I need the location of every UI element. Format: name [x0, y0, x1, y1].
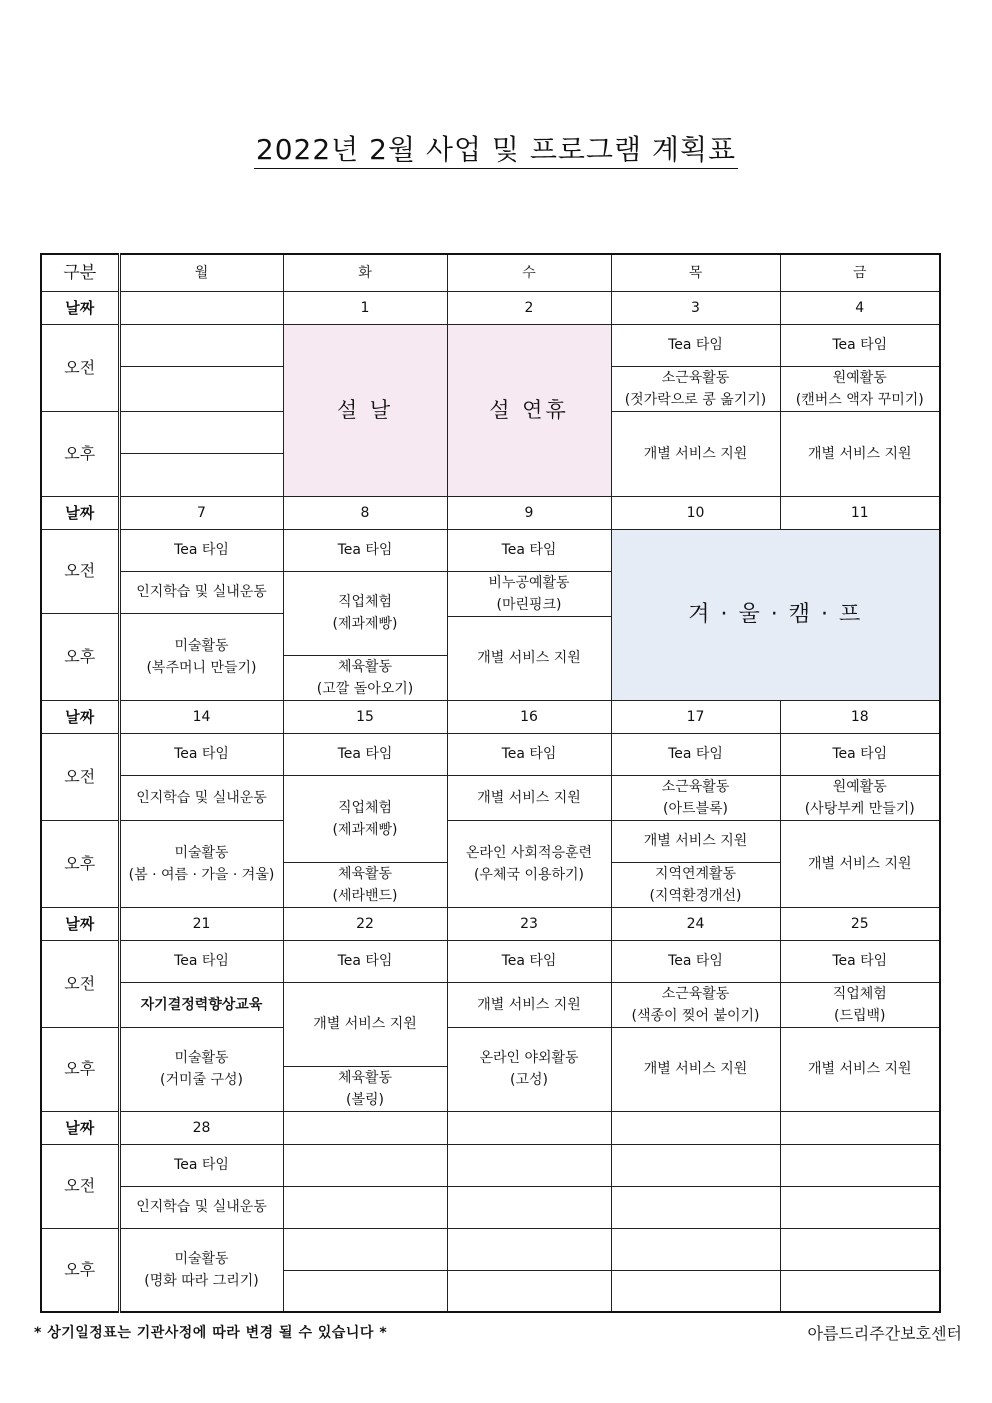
week3-fri-pm: 개별 서비스 지원 [780, 820, 940, 907]
week2-tue-mid-line2: (제과제빵) [332, 616, 398, 632]
week1-thu-am1: Tea 타임 [611, 324, 780, 366]
week5-wed-am2 [447, 1186, 611, 1228]
week5-mon-am2: 인지학습 및 실내운동 [119, 1186, 283, 1228]
week5-fri-pm1 [780, 1228, 940, 1270]
week3-tue-mid-line2: (제과제빵) [332, 821, 398, 838]
week4-thu-am2-line1: 소근육활동 [661, 985, 730, 1002]
week5-thu-pm1 [611, 1228, 780, 1270]
week1-date-wed: 2 [447, 291, 611, 324]
week4-fri-am2-line2: (드립백) [834, 1007, 886, 1024]
week3-date-tue: 15 [283, 700, 447, 733]
pm-label: 오후 [41, 411, 119, 496]
week4-mon-pm [119, 1027, 283, 1111]
week2-tue-mid [283, 571, 447, 655]
week4-pm-row-1 [41, 1027, 940, 1066]
week4-mon-am1: Tea 타임 [119, 940, 283, 982]
week3-thu-am1: Tea 타임 [611, 733, 780, 775]
week3-mon-pm-line1: 미술활동 [174, 844, 229, 861]
week3-thu-pm2 [611, 862, 780, 907]
week2-mon-pm-line2: (복주머니 만들기) [146, 659, 257, 676]
week3-mon-pm-line2: (봄 · 여름 · 가을 · 겨울) [128, 866, 275, 883]
week5-wed-am1 [447, 1144, 611, 1186]
week3-mon-am2: 인지학습 및 실내운동 [119, 775, 283, 820]
week3-thu-pm2-line2: (지역환경개선) [649, 887, 742, 904]
week4-date-thu: 24 [611, 907, 780, 940]
week1-thu-pm: 개별 서비스 지원 [611, 411, 780, 496]
week5-tue-am1 [283, 1144, 447, 1186]
week2-am-row-1 [41, 529, 940, 571]
date-label: 날짜 [41, 1111, 119, 1144]
week3-wed-pm-line1: 온라인 사회적응훈련 [465, 844, 593, 861]
pm-label: 오후 [41, 820, 119, 907]
pm-label: 오후 [41, 1228, 119, 1312]
week3-mon-am1: Tea 타임 [119, 733, 283, 775]
header-day-mon: 월 [119, 254, 283, 291]
am-label: 오전 [41, 324, 119, 411]
week3-tue-mid [283, 775, 447, 862]
week3-tue-pm-line1: 체육활동 [337, 865, 393, 882]
week1-mon-am1 [119, 324, 283, 366]
week5-fri-pm2 [780, 1270, 940, 1312]
week4-mon-pm-line2: (거미줄 구성) [160, 1072, 243, 1088]
week1-mon-pm2 [119, 453, 283, 496]
week4-wed-pm [447, 1027, 611, 1111]
week3-tue-pm-line2: (세라밴드) [332, 887, 398, 904]
week2-mon-am1: Tea 타임 [119, 529, 283, 571]
week5-date-thu [611, 1111, 780, 1144]
week4-tue-pm-line2: (볼링) [346, 1091, 384, 1108]
schedule-table [40, 253, 941, 1313]
week2-winter-camp: 겨 · 울 · 캠 · 프 [611, 529, 940, 700]
header-day-fri: 금 [780, 254, 940, 291]
week4-fri-pm: 개별 서비스 지원 [780, 1027, 940, 1111]
week4-wed-am1: Tea 타임 [447, 940, 611, 982]
week2-date-thu: 10 [611, 496, 780, 529]
week3-date-fri: 18 [780, 700, 940, 733]
week5-date-row [41, 1111, 940, 1144]
week1-fri-am1: Tea 타임 [780, 324, 940, 366]
week5-tue-am2 [283, 1186, 447, 1228]
week1-fri-am2-line2: (캔버스 액자 꾸미기) [795, 391, 924, 408]
week3-wed-am2: 개별 서비스 지원 [447, 775, 611, 820]
week2-wed-am2-line1: 비누공예활동 [488, 574, 570, 591]
week5-fri-am1 [780, 1144, 940, 1186]
week4-date-wed: 23 [447, 907, 611, 940]
week3-mon-pm [119, 820, 283, 907]
week3-thu-pm1: 개별 서비스 지원 [611, 820, 780, 862]
week4-am-row-2 [41, 982, 940, 1027]
week2-date-wed: 9 [447, 496, 611, 529]
week5-am-row-1 [41, 1144, 940, 1186]
week5-am-row-2 [41, 1186, 940, 1228]
week1-thu-am2 [611, 366, 780, 411]
week5-date-mon: 28 [119, 1111, 283, 1144]
week3-pm-row-1 [41, 820, 940, 862]
week2-tue-mid-line1: 직업체험 [337, 594, 393, 610]
week3-wed-pm-line2: (우체국 이용하기) [473, 866, 585, 883]
date-label: 날짜 [41, 496, 119, 529]
week3-date-row [41, 700, 940, 733]
week5-thu-am1 [611, 1144, 780, 1186]
week2-tue-pm-line1: 체육활동 [337, 658, 393, 675]
week1-mon-am2 [119, 366, 283, 411]
week3-date-thu: 17 [611, 700, 780, 733]
am-label: 오전 [41, 1144, 119, 1228]
week1-date-mon [119, 291, 283, 324]
week2-date-fri: 11 [780, 496, 940, 529]
week2-wed-pm: 개별 서비스 지원 [447, 616, 611, 700]
week4-date-row [41, 907, 940, 940]
week4-wed-pm-line1: 온라인 야외활동 [479, 1050, 579, 1066]
header-gubun: 구분 [41, 254, 119, 291]
week1-tue-holiday: 설 날 [283, 324, 447, 496]
week5-date-tue [283, 1111, 447, 1144]
date-label: 날짜 [41, 291, 119, 324]
week4-wed-am2: 개별 서비스 지원 [447, 982, 611, 1027]
week2-wed-am1: Tea 타임 [447, 529, 611, 571]
week5-wed-pm2 [447, 1270, 611, 1312]
week3-date-wed: 16 [447, 700, 611, 733]
header-day-tue: 화 [283, 254, 447, 291]
week1-date-thu: 3 [611, 291, 780, 324]
week5-thu-am2 [611, 1186, 780, 1228]
week1-am-row-1 [41, 324, 940, 366]
week3-fri-am2 [780, 775, 940, 820]
week2-tue-pm [283, 655, 447, 700]
week1-thu-am2-line2: (젓가락으로 콩 옮기기) [624, 391, 767, 408]
week1-fri-am2-line1: 원예활동 [832, 369, 887, 386]
week2-date-tue: 8 [283, 496, 447, 529]
header-day-wed: 수 [447, 254, 611, 291]
footer-note: * 상기일정표는 기관사정에 따라 변경 될 수 있습니다 * [34, 1325, 388, 1341]
week4-tue-am1: Tea 타임 [283, 940, 447, 982]
week5-mon-am1: Tea 타임 [119, 1144, 283, 1186]
week4-mon-pm-line1: 미술활동 [174, 1050, 229, 1066]
week4-thu-am2-line2: (색종이 찢어 붙이기) [631, 1007, 760, 1024]
week5-thu-pm2 [611, 1270, 780, 1312]
header-row [41, 254, 940, 291]
am-label: 오전 [41, 940, 119, 1027]
week1-thu-am2-line1: 소근육활동 [661, 369, 730, 386]
date-label: 날짜 [41, 700, 119, 733]
week4-tue-pm [283, 1066, 447, 1111]
week4-fri-am2 [780, 982, 940, 1027]
week2-wed-am2-line2: (마린핑크) [496, 596, 562, 613]
week4-date-fri: 25 [780, 907, 940, 940]
week4-thu-pm: 개별 서비스 지원 [611, 1027, 780, 1111]
page-title [0, 128, 992, 168]
week5-date-wed [447, 1111, 611, 1144]
week5-pm-row-1 [41, 1228, 940, 1270]
week4-thu-am1: Tea 타임 [611, 940, 780, 982]
week5-tue-pm1 [283, 1228, 447, 1270]
week4-wed-pm-line2: (고성) [510, 1072, 548, 1088]
week4-thu-am2 [611, 982, 780, 1027]
week2-wed-am2 [447, 571, 611, 616]
week3-thu-am2 [611, 775, 780, 820]
week3-tue-mid-line1: 직업체험 [337, 799, 393, 816]
week2-date-mon: 7 [119, 496, 283, 529]
week2-mon-am2: 인지학습 및 실내운동 [119, 571, 283, 613]
week2-mon-pm-line1: 미술활동 [174, 637, 229, 654]
week4-mon-am2: 자기결정력향상교육 [119, 982, 283, 1027]
week3-thu-pm2-line1: 지역연계활동 [654, 865, 737, 882]
week4-date-mon: 21 [119, 907, 283, 940]
footer-organization: 아름드리주간보호센터 [807, 1324, 962, 1343]
week4-fri-am2-line1: 직업체험 [832, 985, 887, 1002]
week2-date-row [41, 496, 940, 529]
week3-fri-am2-line1: 원예활동 [832, 778, 887, 795]
week3-am-row-1 [41, 733, 940, 775]
week1-fri-pm: 개별 서비스 지원 [780, 411, 940, 496]
week2-mon-pm [119, 613, 283, 700]
week1-wed-holiday: 설 연휴 [447, 324, 611, 496]
week5-wed-pm1 [447, 1228, 611, 1270]
pm-label: 오후 [41, 613, 119, 700]
week4-tue-mid: 개별 서비스 지원 [283, 982, 447, 1066]
week3-wed-am1: Tea 타임 [447, 733, 611, 775]
page-title-text: 2022년 2월 사업 및 프로그램 계획표 [254, 133, 738, 169]
date-label: 날짜 [41, 907, 119, 940]
week5-mon-pm-line1: 미술활동 [174, 1250, 229, 1267]
week3-fri-am2-line2: (사탕부케 만들기) [804, 800, 915, 817]
week3-date-mon: 14 [119, 700, 283, 733]
week3-thu-am2-line2: (아트블록) [662, 800, 729, 817]
week1-date-row [41, 291, 940, 324]
week3-fri-am1: Tea 타임 [780, 733, 940, 775]
week1-mon-pm1 [119, 411, 283, 453]
week1-fri-am2 [780, 366, 940, 411]
week3-am-row-2 [41, 775, 940, 820]
week5-date-fri [780, 1111, 940, 1144]
week3-tue-am1: Tea 타임 [283, 733, 447, 775]
week3-tue-pm [283, 862, 447, 907]
am-label: 오전 [41, 529, 119, 613]
week5-mon-pm [119, 1228, 283, 1312]
week5-mon-pm-line2: (명화 따라 그리기) [144, 1272, 259, 1289]
week5-fri-am2 [780, 1186, 940, 1228]
week4-fri-am1: Tea 타임 [780, 940, 940, 982]
week3-thu-am2-line1: 소근육활동 [661, 778, 730, 795]
week2-tue-pm-line2: (고깔 돌아오기) [316, 680, 414, 697]
week5-tue-pm2 [283, 1270, 447, 1312]
week2-tue-am1: Tea 타임 [283, 529, 447, 571]
week4-am-row-1 [41, 940, 940, 982]
week4-tue-pm-line1: 체육활동 [337, 1069, 393, 1086]
week3-wed-pm [447, 820, 611, 907]
week1-date-fri: 4 [780, 291, 940, 324]
pm-label: 오후 [41, 1027, 119, 1111]
week4-date-tue: 22 [283, 907, 447, 940]
week1-date-tue: 1 [283, 291, 447, 324]
am-label: 오전 [41, 733, 119, 820]
header-day-thu: 목 [611, 254, 780, 291]
